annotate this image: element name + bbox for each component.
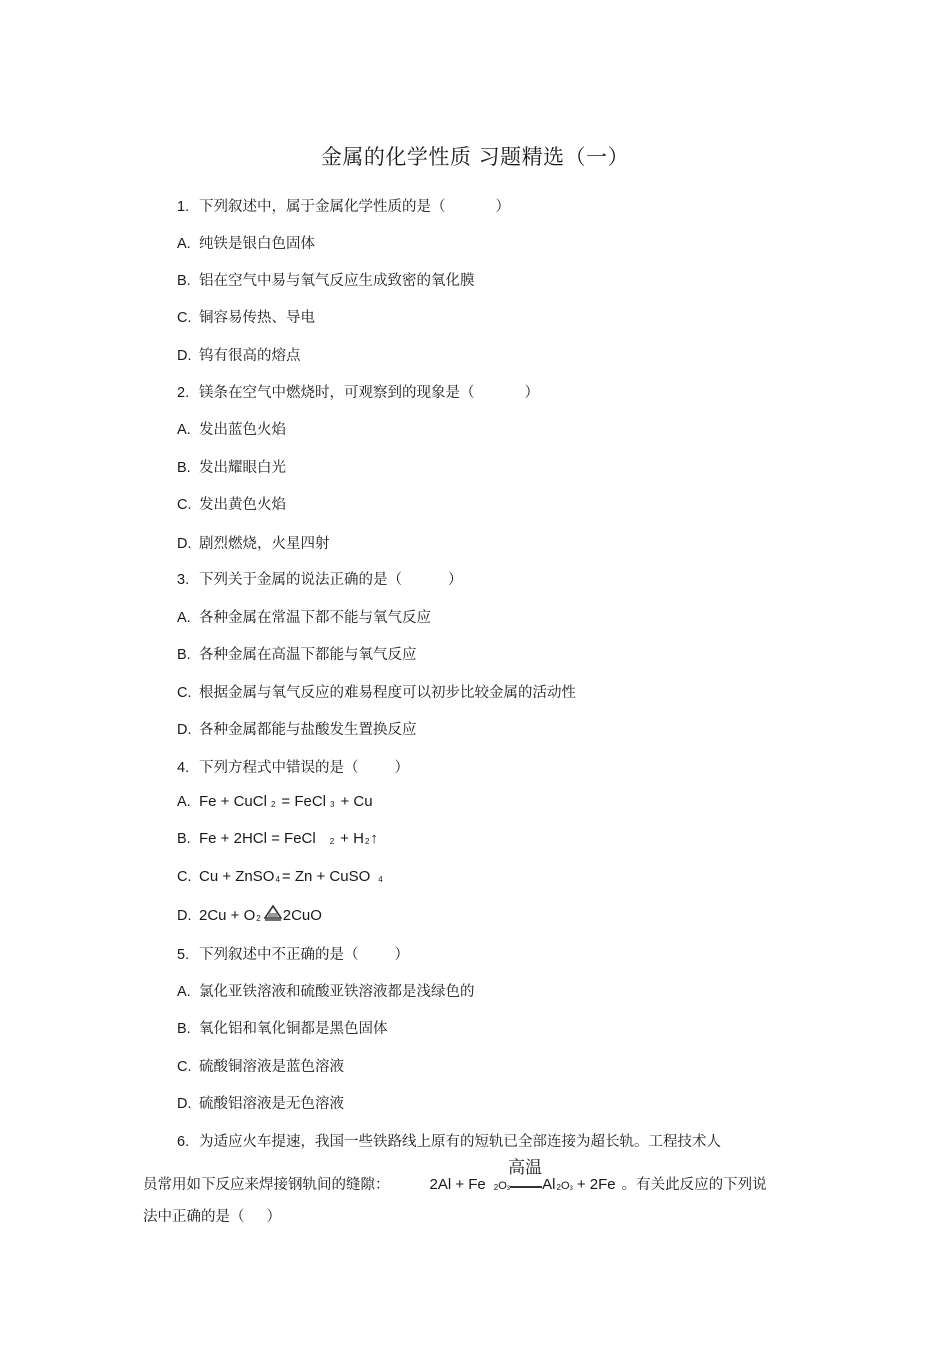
- option-letter: D.: [177, 536, 192, 552]
- option-text: 氯化亚铁溶液和硫酸亚铁溶液都是浅绿色的: [199, 984, 475, 1000]
- question-stem: 镁条在空气中燃烧时，可观察到的现象是（: [199, 385, 475, 401]
- option-text: 剧烈燃烧，火星四射: [199, 536, 330, 552]
- formula-part: O: [560, 1180, 570, 1192]
- formula-part: 2CuO: [282, 907, 322, 924]
- question-close: ）: [524, 385, 539, 401]
- option-letter: A.: [177, 794, 191, 810]
- option-text: 纯铁是银白色固体: [199, 236, 315, 252]
- up-arrow-symbol: ↑: [370, 830, 378, 847]
- formula-subscript: 2: [493, 1183, 499, 1192]
- formula-part: Cu + ZnSO: [199, 868, 275, 885]
- option-letter: B.: [177, 1021, 191, 1037]
- formula-part: + Cu: [340, 793, 373, 810]
- question-stem-line2-end: 。有关此反应的下列说: [621, 1177, 767, 1193]
- option-text: 氧化铝和氧化铜都是黑色固体: [199, 1021, 388, 1037]
- question-number: 3.: [177, 572, 190, 588]
- option-a: [177, 980, 475, 1001]
- formula-part: Fe + 2HCl = FeCl: [199, 830, 316, 847]
- option-b: [177, 643, 417, 664]
- formula-part: Fe + CuCl: [199, 793, 267, 810]
- option-c: [177, 868, 389, 885]
- option-text: 各种金属在高温下都能与氧气反应: [199, 647, 417, 663]
- formula-part: Al: [542, 1176, 556, 1193]
- question-stem: 下列叙述中不正确的是（: [199, 947, 359, 963]
- option-b: [177, 269, 475, 290]
- heat-triangle-icon: [264, 905, 282, 921]
- option-text: 根据金属与氧气反应的难易程度可以初步比较金属的活动性: [199, 685, 576, 701]
- option-d: [177, 344, 301, 365]
- question-close: ）: [394, 947, 409, 963]
- option-d: [177, 1092, 344, 1113]
- formula-part: O: [498, 1180, 507, 1192]
- question-stem: 下列叙述中，属于金属化学性质的是（: [199, 199, 446, 215]
- option-b: [177, 1017, 388, 1038]
- option-text: 铝在空气中易与氧气反应生成致密的氧化膜: [199, 273, 475, 289]
- formula-subscript: 4: [378, 875, 383, 884]
- equals-bar: [510, 1186, 542, 1188]
- option-d: [177, 532, 330, 553]
- formula-subscript: 2: [329, 837, 335, 846]
- question-3: [177, 568, 463, 589]
- option-letter: D.: [177, 908, 192, 924]
- option-b: [177, 830, 378, 847]
- question-stem-line2: 员常用如下反应来焊接钢轨间的缝隙：: [143, 1177, 390, 1193]
- condition-label: 高温: [508, 1158, 543, 1178]
- question-stem: 下列方程式中错误的是（: [199, 760, 359, 776]
- formula-subscript: 3: [506, 1186, 511, 1192]
- question-close: ）: [448, 572, 463, 588]
- reaction-condition: [508, 1158, 543, 1191]
- option-letter: B.: [177, 273, 191, 289]
- option-c: [177, 1055, 344, 1076]
- option-c: [177, 306, 315, 327]
- option-b: [177, 456, 286, 477]
- question-stem-line3: 法中正确的是（: [143, 1209, 245, 1225]
- formula-part: 2Cu + O: [199, 907, 256, 924]
- option-text: 各种金属都能与盐酸发生置换反应: [199, 722, 417, 738]
- option-letter: D.: [177, 722, 192, 738]
- formula-subscript: 2: [256, 914, 261, 923]
- question-1: [177, 195, 510, 216]
- option-letter: C.: [177, 869, 192, 885]
- option-letter: A.: [177, 422, 191, 438]
- option-d: [177, 718, 417, 739]
- question-6: [177, 1130, 721, 1151]
- question-close: ）: [394, 760, 409, 776]
- option-letter: D.: [177, 348, 192, 364]
- option-text: 铜容易传热、导电: [199, 310, 315, 326]
- formula-part: = Zn + CuSO: [281, 868, 371, 885]
- option-a: [177, 606, 431, 627]
- question-6-line3: [143, 1205, 281, 1226]
- formula-part: = FeCl: [281, 793, 327, 810]
- option-text: 硫酸铜溶液是蓝色溶液: [199, 1059, 344, 1075]
- question-close: ）: [495, 199, 510, 215]
- option-a: [177, 232, 315, 253]
- option-letter: A.: [177, 236, 191, 252]
- question-number: 5.: [177, 947, 190, 963]
- option-letter: D.: [177, 1096, 192, 1112]
- formula-subscript: 3: [569, 1186, 573, 1192]
- question-number: 1.: [177, 199, 190, 215]
- option-letter: A.: [177, 984, 191, 1000]
- formula-part: + H: [340, 830, 364, 847]
- option-d: [177, 905, 322, 924]
- formula-part: + 2Fe: [576, 1176, 616, 1193]
- question-4: [177, 756, 409, 777]
- option-text: 硫酸铝溶液是无色溶液: [199, 1096, 344, 1112]
- option-text: 发出蓝色火焰: [199, 422, 286, 438]
- question-6-line2: [143, 1158, 767, 1194]
- option-a: [177, 418, 286, 439]
- formula-subscript: 2: [364, 837, 370, 846]
- option-letter: C.: [177, 685, 192, 701]
- option-c: [177, 493, 286, 514]
- option-c: [177, 681, 576, 702]
- option-letter: B.: [177, 647, 191, 663]
- question-5: [177, 943, 409, 964]
- option-letter: C.: [177, 1059, 192, 1075]
- formula-subscript: 4: [275, 875, 280, 884]
- formula-subscript: 3: [330, 800, 335, 809]
- option-text: 各种金属在常温下都不能与氧气反应: [199, 610, 431, 626]
- page-title: 金属的化学性质 习题精选（一）: [320, 145, 630, 169]
- question-number: 2.: [177, 385, 190, 401]
- option-text: 发出黄色火焰: [199, 497, 286, 513]
- question-close: ）: [266, 1209, 281, 1225]
- option-letter: B.: [177, 460, 191, 476]
- option-text: 钨有很高的熔点: [199, 348, 301, 364]
- question-2: [177, 381, 539, 402]
- option-a: [177, 793, 373, 810]
- option-letter: C.: [177, 310, 192, 326]
- question-number: 4.: [177, 760, 190, 776]
- option-text: 发出耀眼白光: [199, 460, 286, 476]
- option-letter: A.: [177, 610, 191, 626]
- question-stem-line1: 为适应火车提速，我国一些铁路线上原有的短轨已全部连接为超长轨。工程技术人: [199, 1134, 721, 1150]
- formula-part: 2Al + Fe: [429, 1176, 486, 1193]
- option-letter: C.: [177, 497, 192, 513]
- option-letter: B.: [177, 831, 191, 847]
- question-number: 6.: [177, 1134, 190, 1150]
- question-stem: 下列关于金属的说法正确的是（: [199, 572, 402, 588]
- formula-subscript: 2: [270, 800, 276, 809]
- formula-subscript: 2: [556, 1183, 561, 1192]
